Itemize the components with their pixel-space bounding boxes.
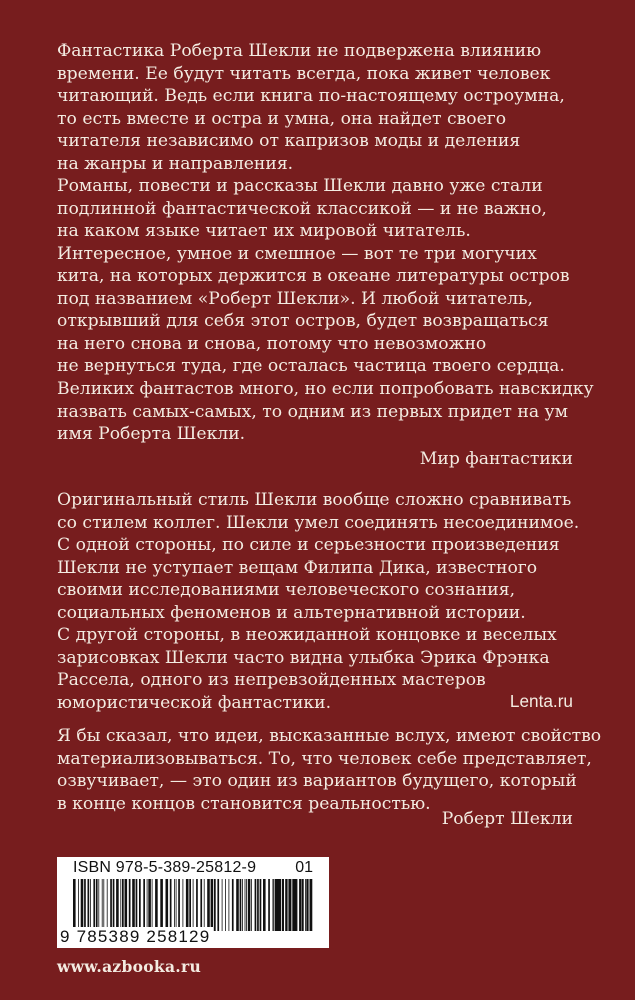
text-line: кита, на которых держится в океане литературы остров [57,266,570,286]
barcode-bar [200,879,202,931]
barcode-bar [125,879,128,931]
barcode-bar [293,879,296,931]
barcode-bar [120,879,121,931]
barcode-bar [147,879,148,931]
quote-source-lenta: Lenta.ru [509,691,573,711]
barcode-bar [90,879,91,931]
text-line: времени. Ее будут читать всегда, пока живет человек [57,63,551,84]
barcode-bar [268,879,270,931]
barcode-bar [183,879,184,931]
barcode-addon-bars [273,879,313,931]
barcode-bar [310,879,311,931]
text-line: не вернуться туда, где осталась частица твоего сердца. [57,356,565,376]
quote-line: имя Роберта Шекли. [57,424,246,444]
barcode-bar [207,879,210,931]
barcode-bar [229,879,230,931]
text-line: Фантастика Роберта Шекли не подвержена влиянию [57,41,542,61]
barcode-bar [81,879,84,931]
barcode-bar [263,879,266,931]
barcode-bar [232,879,234,931]
barcode-bar [211,879,214,931]
quote-line: материализовываться. То, что человек себе представляет, [57,748,592,769]
ean-digits: 9 785389 258129 [60,927,213,947]
quote-line: со стилем коллег. Шекли умел соединять несоединимое. [57,512,580,533]
barcode-bar [96,879,98,931]
barcode-bar [160,879,163,931]
text-line: открывший для себя этот остров, будет возвращаться [57,311,549,331]
barcode-bar [251,879,252,931]
quote-line: своими исследованиями человеческого сознания, [57,580,516,600]
barcode-bar [196,879,198,931]
barcode-bar [93,879,95,931]
barcode-bar [98,879,99,931]
barcode-bar [186,879,189,931]
quote-line: социальных феноменов и альтернативной истории. [57,602,526,623]
quote-line: Великих фантастов много, но если попробовать навскидку [57,379,594,399]
quote-line: Рассела, одного из непревзойденных мастеров [57,670,486,690]
barcode-bar [222,879,223,931]
barcode-bar [110,879,112,931]
barcode-bar [174,879,175,931]
barcode-bar [257,879,259,931]
barcode-bar [136,879,138,931]
barcode-bar [113,879,115,931]
text-line: подлинной фантастической классикой — и не важно, [57,198,547,219]
quote-source-mir-fantastiki: Мир фантастики [419,449,573,469]
barcode-bar [282,879,284,931]
barcode-bar [236,879,239,931]
barcode-bar [302,879,304,931]
barcode-bar [217,879,219,931]
barcode-bar [245,879,246,931]
isbn-label: ISBN 978-5-389-25812-9 [73,859,257,876]
barcode-bar [278,879,281,931]
barcode-bar [260,879,262,931]
barcode-bar [143,879,145,931]
barcode-bar [275,879,278,931]
barcode-bar [178,879,180,931]
barcode-bar [193,879,194,931]
quote-line: юмористической фантастики. [57,692,332,713]
barcode-bar [148,879,151,931]
quote-line: С одной стороны, по силе и серьезности произведения [57,535,560,555]
barcode-bar [170,879,172,931]
barcode-bar [152,879,153,931]
quote-line: в конце концов становится реальностью. [57,793,431,814]
barcode-bar [107,879,108,931]
barcode-bar [297,879,298,931]
quote-line: озвучивает, — это один из вариантов будущего, который [57,771,577,791]
quote-line: назвать самых-самых, то одним из первых придет на ум [57,401,569,422]
barcode-addon-code: 01 [295,859,313,876]
barcode-bar [240,879,242,931]
isbn-barcode [57,857,329,948]
barcode-bar [225,879,226,931]
barcode-bar [248,879,251,931]
barcode-bar [214,879,216,931]
barcode-bar [299,879,301,931]
barcode-bar [132,879,135,931]
text-line: на него снова и снова, потому что невозможно [57,333,487,354]
barcode-bar [292,879,293,931]
barcode-bar [103,879,104,931]
quote-source-sheckley: Роберт Шекли [441,809,573,829]
quote-line: Шекли не уступает вещам Филипа Дика, известного [57,557,538,578]
quote-line: Оригинальный стиль Шекли вообще сложно сравнивать [57,490,572,510]
text-line: то есть вместе и остра и умна, она найдет своего [57,108,507,129]
barcode-bar [246,879,247,931]
barcode-bar [305,879,306,931]
text-line: Интересное, умное и смешное — вот те три могучих [57,243,537,264]
quote-line: С другой стороны, в неожиданной концовке и веселых [57,625,557,645]
quote-mir-fantastiki [57,378,594,446]
barcode-bar [176,879,177,931]
barcode-bar [289,879,290,931]
barcode-bar [204,879,205,931]
text-line: на жанры и направления. [57,153,294,174]
text-line: на каком языке читает их мировой читатель. [57,221,471,241]
barcode-bar [88,879,90,931]
barcode-bar [255,879,257,931]
quote-sheckley [57,725,602,815]
barcode-bar [122,879,124,931]
barcode-bar [78,879,79,931]
barcode-bar [189,879,191,931]
barcode-bar [166,879,169,931]
barcode-bar [73,879,76,931]
barcode-bar [84,879,86,931]
barcode-bar [116,879,119,931]
barcode-bar [102,879,103,931]
barcode-bar [155,879,158,931]
barcode-bar [273,879,274,931]
quote-lenta [57,489,580,714]
text-line: Романы, повести и рассказы Шекли давно уже стали [57,176,543,196]
barcode-bar [286,879,288,931]
text-line: читающий. Ведь если книга по-настоящему остроумна, [57,86,565,106]
barcode-bar [129,879,131,931]
quote-line: Я бы сказал, что идеи, высказанные вслух, имеют свойство [57,726,602,746]
text-line: под названием «Роберт Шекли». И любой читатель, [57,288,533,309]
barcode-bar [139,879,141,931]
quote-line: зарисовках Шекли часто видна улыбка Эрика Фрэнка [57,647,550,668]
intro-paragraph [57,40,577,378]
publisher-website[interactable]: www.azbooka.ru [57,957,202,976]
barcode-bar [308,879,309,931]
barcode-bar [242,879,243,931]
text-line: читателя независимо от капризов моды и деления [57,131,521,151]
